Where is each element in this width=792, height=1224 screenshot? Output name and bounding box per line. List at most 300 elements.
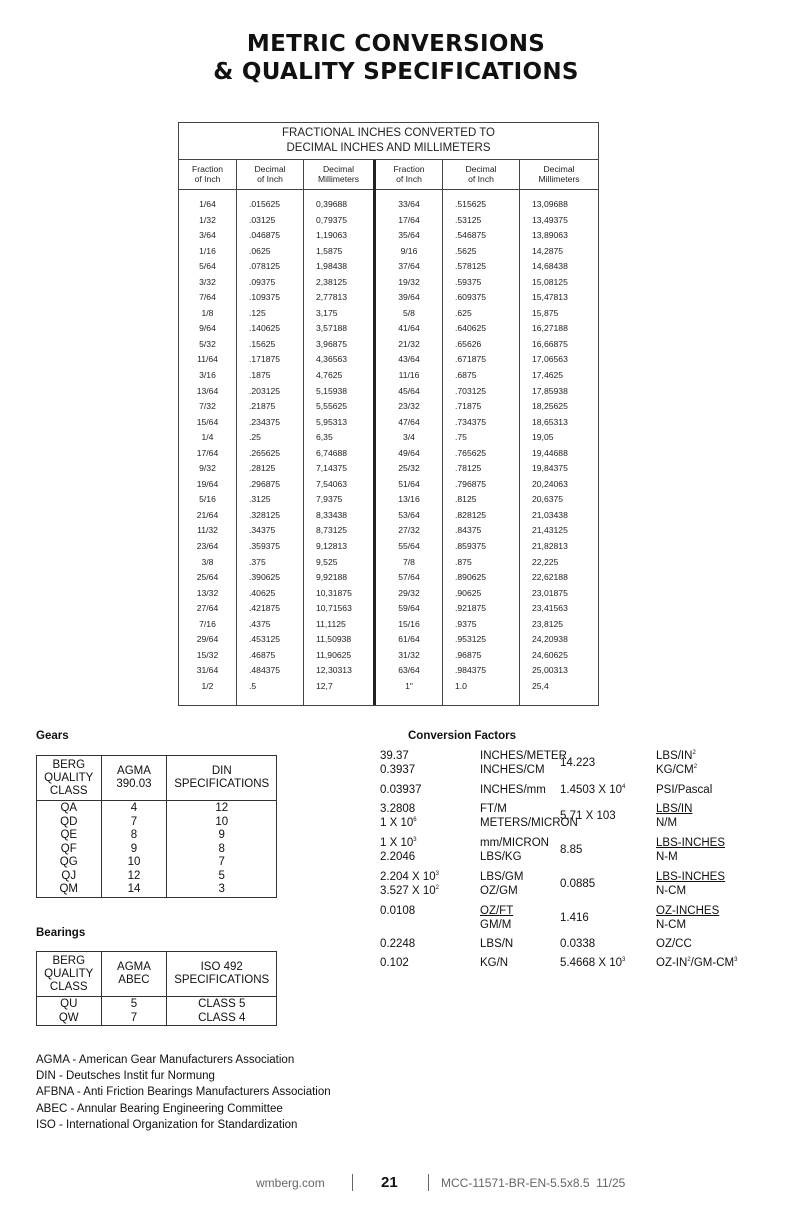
table-cell: 19,84375	[532, 463, 568, 474]
value-line	[380, 885, 474, 899]
table-cell: 12	[167, 801, 277, 816]
exponent: 2	[687, 957, 691, 964]
header-line: ABEC	[118, 974, 150, 986]
fraction-table-column-header	[443, 160, 519, 190]
table-cell: 21/32	[398, 338, 420, 349]
factor-value: 0.3937	[380, 763, 416, 776]
table-cell: 8,73125	[316, 525, 348, 536]
fraction-table-column	[179, 160, 237, 705]
table-cell: 5	[167, 870, 277, 884]
unit-text: N-M	[656, 850, 678, 863]
conversion-factor-unit	[656, 957, 737, 971]
table-cell: .78125	[455, 463, 482, 474]
factor-value: 3.527 X 10	[380, 884, 436, 897]
unit-line	[656, 764, 697, 778]
factor-value: 3.2808	[380, 803, 416, 815]
fraction-table-cells	[179, 190, 236, 695]
table-cell: .078125	[249, 261, 281, 272]
table-cell: 19,44688	[532, 447, 568, 458]
table-cell: 16,66875	[532, 338, 568, 349]
table-row	[37, 816, 277, 830]
table-cell: .015625	[249, 199, 281, 209]
conversion-factor-unit	[656, 938, 692, 952]
value-line	[380, 919, 474, 933]
bearings-table	[36, 951, 277, 1026]
table-cell: 7/32	[199, 401, 216, 412]
factor-value: 39.37	[380, 750, 409, 762]
table-header-row	[37, 952, 277, 997]
table-cell: 4,7625	[316, 370, 343, 381]
value-line	[380, 938, 474, 952]
value-line	[380, 803, 474, 817]
table-cell: .5625	[455, 245, 477, 256]
table-cell: .921875	[455, 603, 487, 614]
table-cell: 1"	[405, 680, 413, 691]
table-cell: 35/64	[398, 230, 420, 241]
unit-line	[656, 837, 725, 851]
table-cell: 7	[101, 816, 167, 830]
factor-value: 2.2046	[380, 850, 416, 863]
table-cell: 5/32	[199, 338, 216, 349]
table-cell: 47/64	[398, 416, 420, 427]
fraction-table-heading-line-1: FRACTIONAL INCHES CONVERTED TO	[282, 127, 495, 139]
value-line	[380, 784, 474, 798]
table-cell: 8	[167, 843, 277, 857]
conversion-factor-unit	[480, 837, 549, 864]
table-cell: .84375	[455, 525, 482, 536]
factor-value: 0.03937	[380, 784, 422, 796]
table-cell: 7	[167, 856, 277, 870]
table-cell: QF	[37, 843, 102, 857]
unit-line	[656, 885, 725, 899]
table-cell: 3/4	[403, 432, 415, 443]
fraction-table-cells	[520, 190, 598, 695]
table-cell: 11,1125	[316, 618, 346, 629]
table-cell: 55/64	[398, 541, 420, 552]
conversion-factor-value	[380, 750, 474, 777]
conversion-factor-value	[560, 912, 644, 926]
unit-text: LBS-INCHES	[656, 871, 726, 883]
table-cell: .515625	[455, 199, 487, 209]
header-line: BERG	[52, 954, 86, 967]
table-cell: .265625	[249, 447, 281, 458]
header-line: CLASS	[49, 784, 88, 797]
unit-line: INCHES/mm	[480, 784, 546, 796]
value-line	[380, 905, 474, 919]
table-cell: 9,92188	[316, 572, 348, 583]
header-line: SPECIFICATIONS	[174, 974, 270, 986]
header-line: QUALITY	[44, 771, 94, 784]
table-cell: 1/8	[201, 307, 214, 318]
unit-text: N/M	[656, 816, 678, 829]
conversion-factor-unit	[656, 837, 725, 864]
unit-line	[656, 938, 692, 952]
table-cell: 13,89063	[532, 230, 568, 241]
table-cell: 0,39688	[316, 199, 348, 209]
table-cell: 13/32	[196, 587, 219, 598]
factor-value	[380, 919, 383, 931]
unit-text: PSI/Pascal	[656, 784, 713, 796]
table-cell: QA	[37, 801, 102, 816]
table-header-cell	[101, 952, 167, 997]
table-cell: .4375	[249, 618, 271, 629]
table-cell: 15/16	[398, 618, 420, 629]
table-cell: .3125	[249, 494, 271, 505]
header-line: DIN	[211, 765, 232, 777]
factor-value: 5.71 X 103	[560, 810, 616, 822]
table-cell: .578125	[455, 261, 487, 272]
table-cell: .828125	[455, 509, 487, 520]
unit-text: KG/CM	[656, 763, 694, 776]
table-cell: .125	[249, 307, 266, 318]
table-cell: 53/64	[398, 509, 420, 520]
table-cell: .640625	[455, 323, 487, 334]
table-cell: 25,4	[532, 680, 549, 691]
fraction-table-column-header	[376, 160, 442, 190]
header-line: ISO 492	[200, 961, 243, 973]
column-header-line: Decimal	[465, 164, 497, 174]
table-cell: .765625	[455, 447, 487, 458]
conversion-factor-value	[560, 757, 644, 771]
unit-line: KG/N	[480, 957, 509, 969]
table-cell: .40625	[249, 587, 276, 598]
table-cell: 5/64	[199, 261, 216, 272]
table-cell: .953125	[455, 634, 487, 645]
table-cell: 2,77813	[316, 292, 348, 303]
table-cell: 24,20938	[532, 634, 568, 645]
table-cell: 15,08125	[532, 276, 568, 287]
title-line-2: & QUALITY SPECIFICATIONS	[213, 59, 579, 85]
table-cell: 17,4625	[532, 370, 564, 381]
table-cell: 17/64	[196, 447, 219, 458]
conversion-factor-unit	[656, 750, 697, 777]
bearings-title: Bearings	[36, 927, 86, 939]
table-cell: 23,41563	[532, 603, 568, 614]
table-cell: 12,7	[316, 680, 333, 691]
exponent: 3	[734, 957, 738, 964]
table-cell: 11/16	[398, 370, 420, 381]
factor-value: 1.4503 X 10	[560, 784, 623, 796]
fraction-table-column-header	[304, 160, 373, 190]
column-header-line: Millimeters	[538, 174, 580, 184]
title-line-1: METRIC CONVERSIONS	[246, 31, 546, 57]
exponent: 3	[413, 837, 417, 844]
factor-value: 8.85	[560, 844, 583, 856]
table-cell: 9/32	[199, 463, 216, 474]
table-cell: 12,30313	[316, 665, 352, 676]
table-cell: 29/64	[196, 634, 219, 645]
exponent: 4	[622, 784, 626, 791]
conversion-factor-value	[560, 844, 644, 858]
table-cell: 15/64	[196, 416, 219, 427]
table-cell: .375	[249, 556, 266, 567]
unit-text: N-CM	[656, 918, 687, 931]
table-cell: 7,54063	[316, 478, 348, 489]
table-cell: 19/64	[196, 478, 219, 489]
value-line	[380, 817, 474, 831]
table-cell: .21875	[249, 401, 276, 412]
table-cell: .296875	[249, 478, 281, 489]
abbreviation-item: ISO - International Organization for Standardization	[36, 1118, 298, 1131]
table-cell: 23/64	[196, 541, 219, 552]
table-cell: 3,175	[316, 307, 338, 318]
exponent: 6	[413, 816, 417, 823]
table-cell: 20,6375	[532, 494, 564, 505]
table-row	[37, 883, 277, 897]
footer-doc-code: MCC-11571-BR-EN-5.5x8.5 11/25	[441, 1176, 626, 1190]
table-cell: 31/64	[196, 665, 219, 676]
unit-text: LBS/IN	[656, 803, 693, 815]
table-cell: 22,225	[532, 556, 559, 567]
factor-value: 1.416	[560, 912, 589, 924]
table-cell: .421875	[249, 603, 281, 614]
factor-value: 14.223	[560, 757, 596, 769]
table-cell: .234375	[249, 416, 281, 427]
table-cell: 17/64	[398, 214, 420, 225]
table-cell: 2,38125	[316, 276, 348, 287]
fraction-table-column-header	[237, 160, 303, 190]
header-line: BERG	[52, 758, 86, 771]
conversion-factor-unit	[656, 871, 725, 898]
unit-line: METERS/MICRON	[480, 816, 578, 829]
factor-value: 1 X 10	[380, 816, 414, 829]
table-cell: 0,79375	[316, 214, 348, 225]
fraction-table-column	[443, 160, 520, 705]
abbreviation-item: ABEC - Annular Bearing Engineering Committee	[36, 1102, 283, 1115]
table-cell: 11/32	[197, 525, 218, 536]
table-cell: 19,05	[532, 432, 554, 443]
table-cell: .03125	[249, 214, 276, 225]
abbreviation-item: AGMA - American Gear Manufacturers Association	[36, 1054, 295, 1066]
table-cell: 39/64	[398, 292, 420, 303]
table-header-cell	[101, 756, 167, 801]
table-cell: .8125	[455, 494, 477, 505]
unit-line: OZ/FT	[480, 905, 514, 917]
table-cell: 7/16	[199, 618, 216, 629]
table-cell: 12	[101, 870, 167, 884]
unit-line	[656, 919, 719, 933]
table-cell: 27/64	[196, 603, 219, 614]
table-cell: 11,50938	[316, 634, 352, 645]
table-header-cell	[167, 756, 277, 801]
conversion-factor-value	[560, 810, 644, 824]
fraction-table-column	[237, 160, 304, 705]
fraction-table-cells	[443, 190, 519, 695]
exponent: 3	[435, 871, 439, 878]
factor-value: 5.4668 X 10	[560, 957, 623, 969]
factor-value: 0.0885	[560, 878, 596, 890]
fraction-table-cells	[376, 190, 442, 695]
table-cell: 1,98438	[316, 261, 348, 272]
conversion-factors-title: Conversion Factors	[408, 730, 516, 742]
abbreviation-item: AFBNA - Anti Friction Bearings Manufacturers Association	[36, 1086, 331, 1099]
table-cell: .109375	[249, 292, 281, 303]
table-cell: 5,55625	[316, 401, 348, 412]
table-cell: .71875	[455, 401, 482, 412]
unit-line: LBS/N	[480, 938, 514, 950]
gears-table	[36, 755, 277, 898]
table-cell: 25/32	[398, 463, 420, 474]
table-cell: 1.0	[455, 680, 467, 691]
table-cell: 3,96875	[316, 338, 348, 349]
table-header-row	[37, 756, 277, 801]
column-header-line: of Inch	[194, 174, 221, 184]
unit-line	[656, 871, 725, 885]
table-cell: .25	[249, 432, 261, 443]
unit-line	[656, 817, 692, 831]
table-cell: 1/64	[199, 199, 216, 209]
table-cell: 23,8125	[532, 618, 564, 629]
conversion-factor-value	[380, 803, 474, 830]
table-cell: 5,95313	[316, 416, 348, 427]
unit-text: OZ-INCHES	[656, 905, 720, 917]
table-cell: 3/8	[201, 556, 214, 567]
table-cell: 20,24063	[532, 478, 568, 489]
fraction-table-columns	[179, 160, 598, 705]
unit-line	[656, 803, 692, 817]
table-cell: 8,33438	[316, 509, 348, 520]
table-row	[37, 997, 277, 1012]
table-cell: 14,2875	[532, 245, 564, 256]
table-cell: .5	[249, 680, 257, 691]
column-header-line: of Inch	[257, 174, 283, 184]
table-cell: 23,01875	[532, 587, 568, 598]
table-cell: 1/4	[201, 432, 214, 443]
conversion-factor-unit	[656, 784, 712, 798]
footer-divider	[352, 1174, 353, 1191]
table-cell: 14,68438	[532, 261, 568, 272]
conversion-factor-value	[560, 938, 644, 952]
table-cell: 15,875	[532, 307, 559, 318]
column-header-line: Millimeters	[317, 174, 360, 184]
table-header-cell	[37, 756, 102, 801]
unit-text: OZ-IN	[656, 957, 688, 969]
table-cell: 1/16	[199, 245, 216, 256]
table-cell: 8	[101, 829, 167, 843]
table-cell: .390625	[249, 572, 281, 583]
exponent: 3	[622, 957, 626, 964]
exponent: 2	[435, 884, 439, 891]
unit-line	[656, 851, 725, 865]
fraction-table-column	[520, 160, 598, 705]
footer-page-number: 21	[381, 1174, 398, 1191]
table-cell: 25/64	[196, 572, 219, 583]
conversion-factor-unit	[656, 803, 692, 830]
header-line: CLASS	[49, 980, 88, 993]
fraction-table-cells	[237, 190, 303, 695]
table-cell: QE	[37, 829, 102, 843]
conversion-factor-unit	[480, 957, 508, 971]
table-cell: 18,25625	[532, 401, 568, 412]
table-cell: .703125	[455, 385, 487, 396]
table-cell: 9/64	[199, 323, 216, 334]
value-line	[380, 851, 474, 865]
table-cell: .6875	[455, 370, 477, 381]
table-cell: QJ	[37, 870, 102, 884]
column-header-line: of Inch	[468, 174, 494, 184]
table-cell: .203125	[249, 385, 281, 396]
unit-line: GM/M	[480, 918, 512, 931]
unit-line: INCHES/METER	[480, 750, 567, 762]
table-cell: 1,19063	[316, 230, 348, 241]
table-cell: 22,62188	[532, 572, 568, 583]
table-cell: .9375	[455, 618, 477, 629]
table-cell: 5/16	[199, 494, 216, 505]
table-cell: 49/64	[398, 447, 420, 458]
conversion-factor-value	[560, 957, 644, 971]
table-cell: 6,35	[316, 432, 333, 443]
header-line: QUALITY	[44, 967, 94, 980]
table-cell: 9	[167, 829, 277, 843]
conversion-factor-value	[380, 957, 474, 971]
table-cell: .796875	[455, 478, 487, 489]
table-cell: CLASS 4	[167, 1012, 277, 1026]
table-cell: 10	[167, 816, 277, 830]
header-line: AGMA	[117, 765, 151, 777]
table-cell: 9,12813	[316, 541, 348, 552]
conversion-factor-unit	[480, 750, 567, 777]
value-line	[380, 764, 474, 778]
factor-value: 0.0108	[380, 905, 416, 917]
column-header-line: Decimal	[543, 164, 575, 174]
table-cell: .171875	[249, 354, 281, 365]
table-cell: 6,74688	[316, 447, 348, 458]
table-cell: 1/2	[201, 680, 214, 691]
abbreviation-list	[36, 1052, 331, 1133]
table-cell: CLASS 5	[167, 997, 277, 1012]
fraction-table-column	[304, 160, 376, 705]
table-cell: QU	[37, 997, 102, 1012]
unit-line: OZ/GM	[480, 884, 518, 897]
table-cell: 9/16	[400, 245, 418, 256]
table-cell: 13,09688	[532, 199, 568, 209]
table-cell: .859375	[455, 541, 487, 552]
table-cell: 17,85938	[532, 385, 568, 396]
conversion-factor-unit	[480, 938, 513, 952]
unit-line	[656, 905, 719, 919]
fraction-table-cells	[304, 190, 373, 695]
column-header-line: Decimal	[322, 164, 355, 174]
table-cell: .546875	[455, 230, 487, 241]
table-cell: 3/16	[199, 370, 216, 381]
fraction-conversion-table	[178, 122, 599, 706]
table-cell: .140625	[249, 323, 281, 334]
table-cell: 4,36563	[316, 354, 348, 365]
table-cell: .65626	[455, 338, 482, 349]
table-cell: 7/8	[403, 556, 415, 567]
conversion-factor-value	[560, 878, 644, 892]
table-cell: .1875	[249, 370, 271, 381]
table-row	[37, 1012, 277, 1026]
table-cell: 7,9375	[316, 494, 343, 505]
table-cell: 1,5875	[316, 245, 343, 256]
table-row	[37, 829, 277, 843]
table-cell: 63/64	[398, 665, 420, 676]
value-line	[380, 750, 474, 764]
fraction-table-column	[376, 160, 443, 705]
unit-text: N-CM	[656, 884, 687, 897]
conversion-factor-unit	[480, 905, 513, 932]
table-row	[37, 856, 277, 870]
table-cell: .53125	[455, 214, 482, 225]
table-cell: 3/32	[199, 276, 216, 287]
unit-text: LBS/IN	[656, 750, 693, 762]
table-cell: 23/32	[398, 401, 420, 412]
table-cell: .15625	[249, 338, 276, 349]
table-cell: .484375	[249, 665, 281, 676]
table-header-cell	[167, 952, 277, 997]
table-cell: 59/64	[398, 603, 420, 614]
